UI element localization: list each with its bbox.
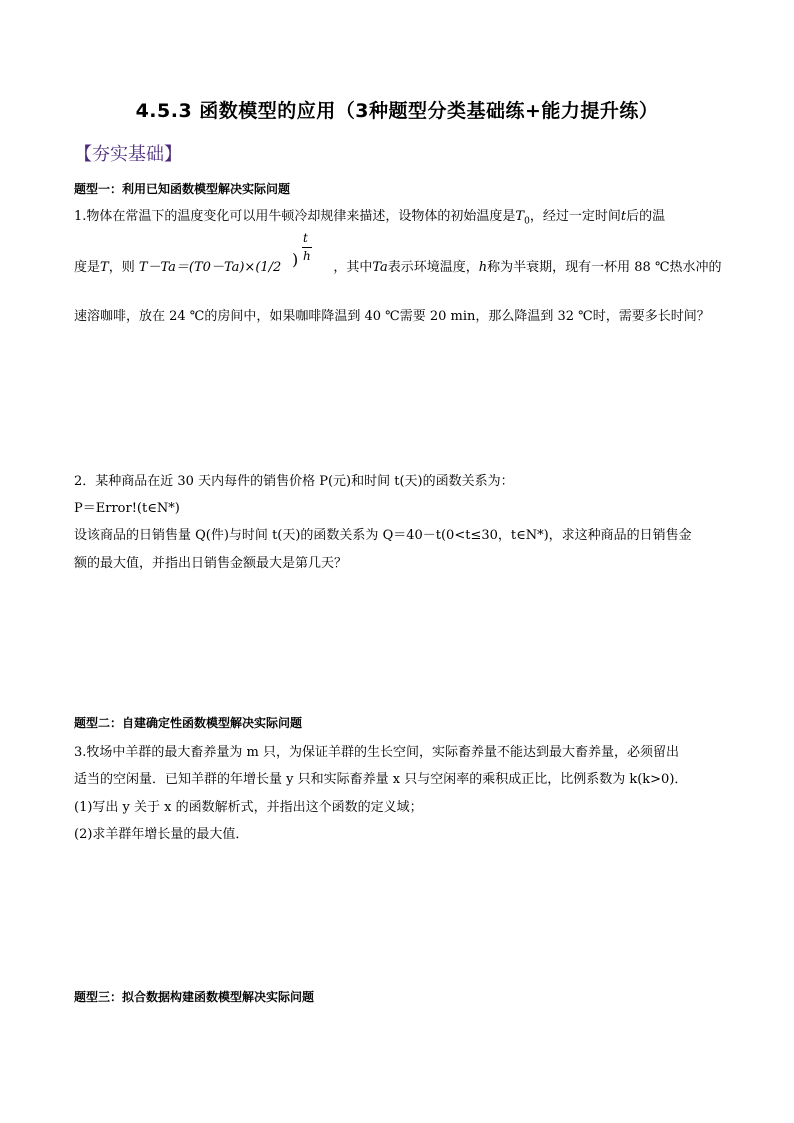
page-title: 4.5.3 函数模型的应用（3种题型分类基础练+能力提升练） [135,100,659,122]
q2-line-1: 2．某种商品在近 30 天内每件的销售价格 P(元)和时间 t(天)的函数关系为： [74,474,514,489]
question-type-1-heading: 题型一：利用已知函数模型解决实际问题 [74,182,291,196]
question-type-2-heading: 题型二：自建确定性函数模型解决实际问题 [74,716,303,730]
q3-line-4: (2)求羊群年增长量的最大值． [74,827,249,842]
exponent-denominator: h [303,249,311,263]
exponent-fraction-bar [302,247,312,248]
q3-line-3: (1)写出 y 关于 x 的函数解析式，并指出这个函数的定义域； [74,800,423,815]
q2-line-4: 额的最大值，并指出日销售金额最大是第几天？ [74,556,348,571]
section-label: 【夯实基础】 [74,144,182,165]
q1-line-1: 1.物体在常温下的温度变化可以用牛顿冷却规律来描述，设物体的初始温度是$T_0$，经过一定时间t后的温 [74,209,666,227]
exponent-numerator: t [303,231,308,245]
q2-line-2: P＝Error!(t∈N*) [74,501,180,516]
q3-line-2: 适当的空闲量．已知羊群的年增长量 y 只和实际畜养量 x 只与空闲率的乘积成正比，比例系数为 k(k>0)． [74,772,688,787]
q1-line-2: 度是T，则 T－Ta＝(T0－Ta)×(1/2 ，其中Ta表示环境温度，h称为半衰期，现有一杯用 88 ℃热水冲的 [74,260,722,275]
formula-paren: ) [292,250,299,269]
q3-line-1: 3.牧场中羊群的最大畜养量为 m 只，为保证羊群的生长空间，实际畜养量不能达到最大畜养量，必须留出 [74,745,679,760]
q1-line-3: 速溶咖啡，放在 24 ℃的房间中，如果咖啡降温到 40 ℃需要 20 min，那么降温到 32 ℃时，需要多长时间？ [74,309,710,324]
q2-line-3: 设该商品的日销售量 Q(件)与时间 t(天)的函数关系为 Q＝40－t(0<t≤30，t∈N*)，求这种商品的日销售金 [74,528,692,543]
q1-formula: T－Ta＝(T0－Ta)×(1/2 [138,260,282,275]
question-type-3-heading: 题型三：拟合数据构建函数模型解决实际问题 [74,990,315,1004]
